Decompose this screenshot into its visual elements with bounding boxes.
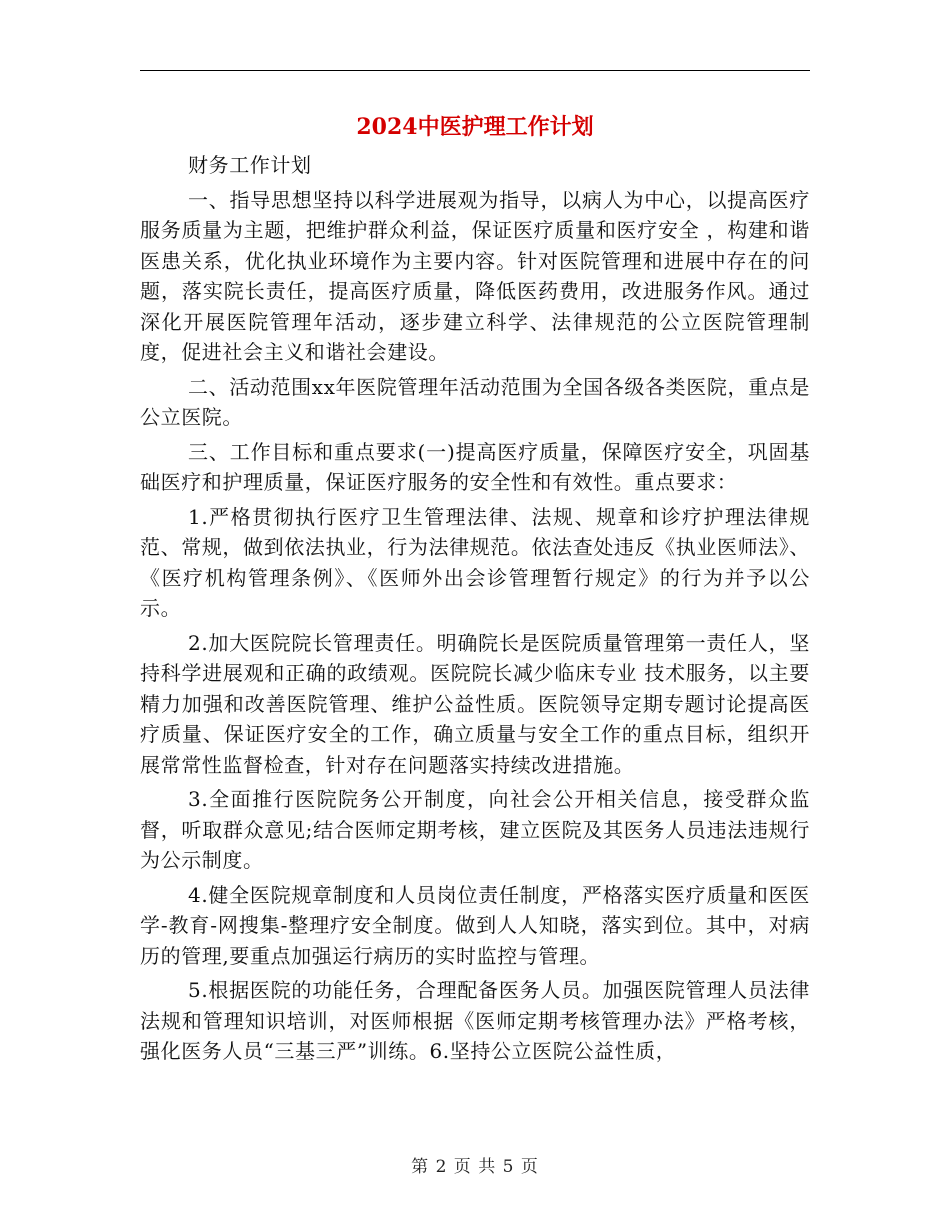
header-rule	[140, 70, 810, 71]
document-body	[140, 150, 810, 1067]
paragraph-heading: 财务工作计划	[188, 153, 312, 177]
paragraph-item-1: 1.严格贯彻执行医疗卫生管理法律、法规、规章和诊疗护理法律规范、常规，做到依法执业，行为法律规范。依法查处违反《执业医师法》、《医疗机构管理条例》、《医师外出会诊管理暂行规定》的行为并予以公示。	[140, 504, 810, 620]
paragraph-work-goals: 三、工作目标和重点要求(一)提高医疗质量，保障医疗安全，巩固基础医疗和护理质量，保证医疗服务的安全性和有效性。重点要求：	[140, 439, 810, 494]
paragraph-activity-scope: 二、活动范围xx年医院管理年活动范围为全国各级各类医院，重点是公立医院。	[140, 374, 810, 429]
page-number-footer: 第 2 页 共 5 页	[411, 1157, 539, 1177]
paragraph-item-5: 5.根据医院的功能任务，合理配备医务人员。加强医院管理人员法律法规和管理知识培训，对医师根据《医师定期考核管理办法》严格考核，强化医务人员“三基三严”训练。6.坚持公立医院公益性质，	[140, 978, 810, 1063]
paragraph-item-2: 2.加大医院院长管理责任。明确院长是医院质量管理第一责任人，坚持科学进展观和正确的政绩观。医院院长减少临床专业 技术服务，以主要精力加强和改善医院管理、维护公益性质。医院领导定期专题讨论提高医疗质量、保证医疗安全的工作，确立质量与安全工作的重点目标，组织开展常常性监督检查，针对存在问题落实持续改进措施。	[140, 630, 810, 777]
paragraph-guiding-ideology: 一、指导思想坚持以科学进展观为指导，以病人为中心，以提高医疗服务质量为主题，把维护群众利益，保证医疗质量和医疗安全 ，构建和谐医患关系，优化执业环境作为主要内容。针对医院管理和进展中存在的问题，落实院长责任，提高医疗质量，降低医药费用，改进服务作风。通过深化开展医院管理年活动，逐步建立科学、法律规范的公立医院管理制度，促进社会主义和谐社会建设。	[140, 187, 810, 364]
paragraph-item-4: 4.健全医院规章制度和人员岗位责任制度，严格落实医疗质量和医医学-教育-网搜集-整理疗安全制度。做到人人知晓，落实到位。其中，对病历的管理,要重点加强运行病历的实时监控与管理。	[140, 882, 810, 968]
paragraph-item-3: 3.全面推行医院院务公开制度，向社会公开相关信息，接受群众监督，听取群众意见;结合医师定期考核，建立医院及其医务人员违法违规行为公示制度。	[140, 787, 810, 872]
document-title: 2024中医护理工作计划	[356, 114, 594, 140]
